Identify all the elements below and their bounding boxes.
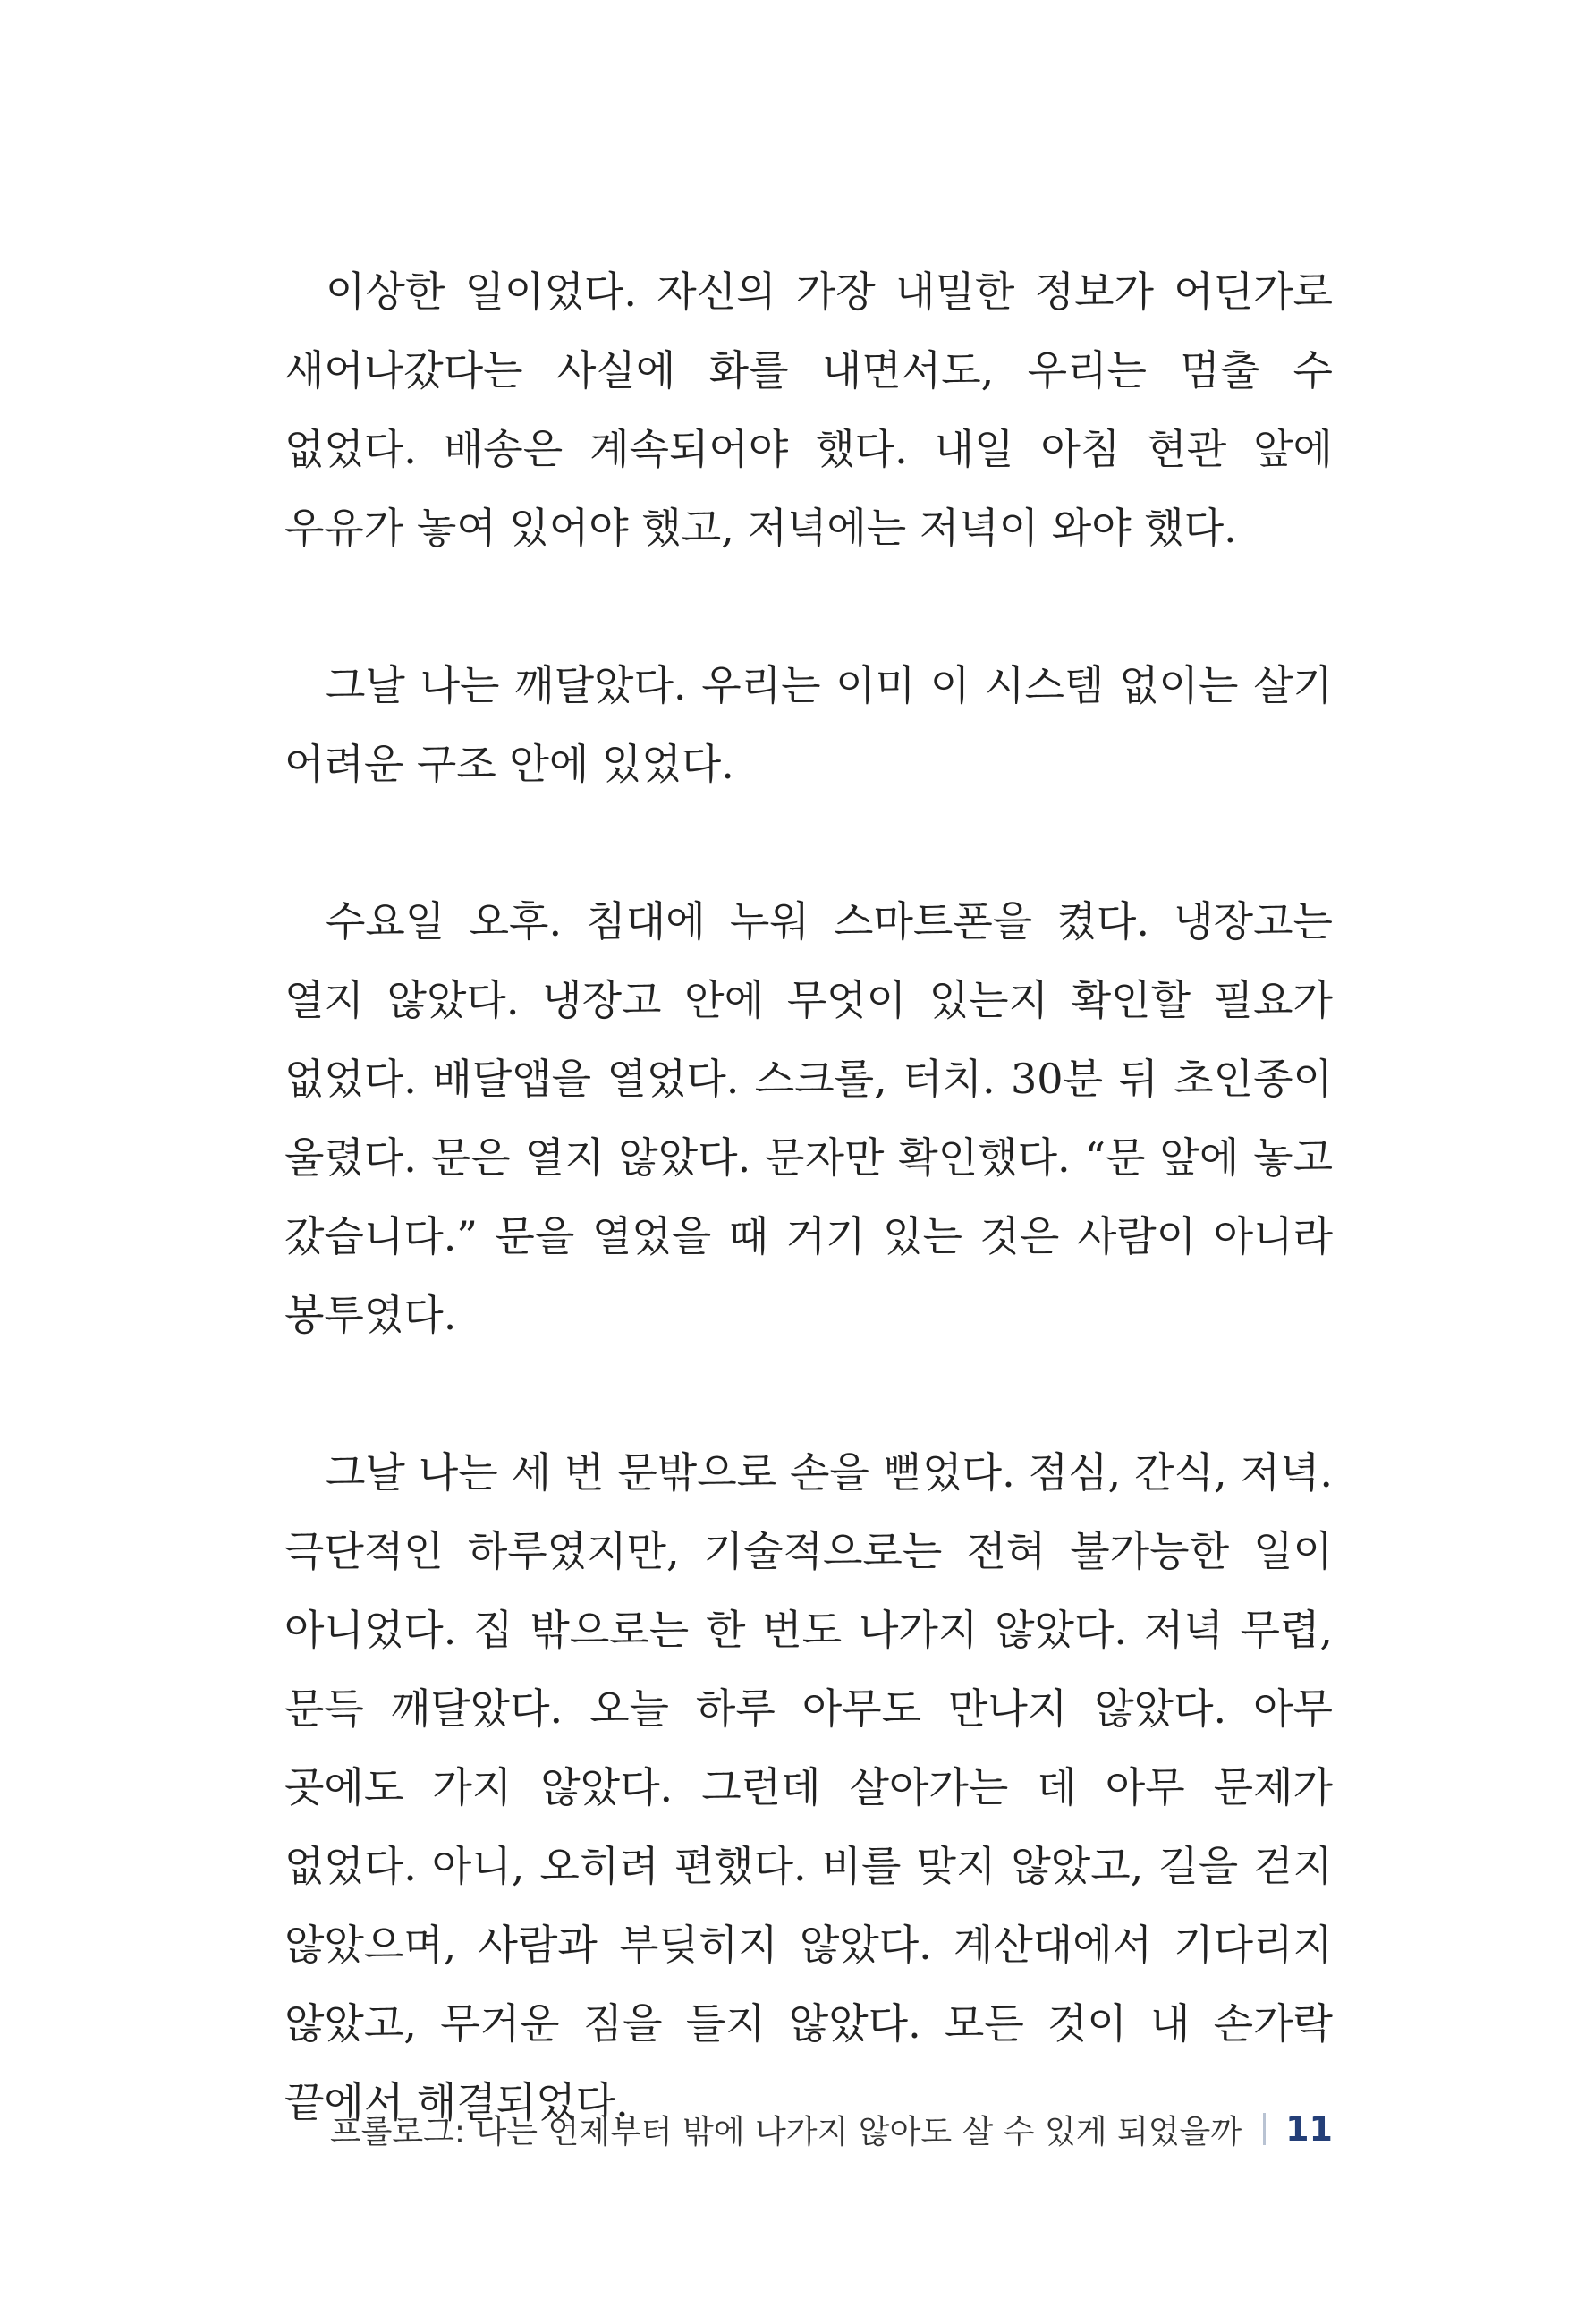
paragraph-3: 수요일 오후. 침대에 누워 스마트폰을 켰다. 냉장고는 열지 않았다. 냉장고 안에 무엇이 있는지 확인할 필요가 없었다. 배달앱을 열었다. 스크롤, 터치. 30분 뒤 초인종이 울렸다. 문은 열지 않았다. 문자만 확인했다. “문 앞에 놓고 갔습니다.” 문을 열었을 때 거기 있는 것은 사람이 아니라 봉투였다. (284, 897, 1333, 1339)
page-number: 11 (1285, 2109, 1333, 2149)
footer-divider (1263, 2113, 1266, 2145)
paragraph-4: 그날 나는 세 번 문밖으로 손을 뻗었다. 점심, 간식, 저녁. 극단적인 하루였지만, 기술적으로는 전혀 불가능한 일이 아니었다. 집 밖으로는 한 번도 나가지 않았다. 저녁 무렵, 문득 깨달았다. 오늘 하루 아무도 만나지 않았다. 아무 곳에도 가지 않았다. 그런데 살아가는 데 아무 문제가 없었다. 아니, 오히려 편했다. 비를 맞지 않았고, 길을 걷지 않았으며, 사람과 부딪히지 않았다. 계산대에서 기다리지 않았고, 무거운 짐을 들지 않았다. 모든 것이 내 손가락 끝에서 해결되었다. (284, 1448, 1333, 2126)
body-text (284, 252, 1333, 2142)
paragraph-2: 그날 나는 깨달았다. 우리는 이미 이 시스템 없이는 살기 어려운 구조 안에 있었다. (284, 661, 1333, 788)
chapter-title: 프롤로그: 나는 언제부터 밖에 나가지 않아도 살 수 있게 되었을까 (329, 2113, 1242, 2150)
paragraph-1: 이상한 일이었다. 자신의 가장 내밀한 정보가 어딘가로 새어나갔다는 사실에 화를 내면서도, 우리는 멈출 수 없었다. 배송은 계속되어야 했다. 내일 아침 현관 앞에 우유가 놓여 있어야 했고, 저녁에는 저녁이 와야 했다. (284, 267, 1333, 552)
page-footer (330, 2102, 1333, 2156)
